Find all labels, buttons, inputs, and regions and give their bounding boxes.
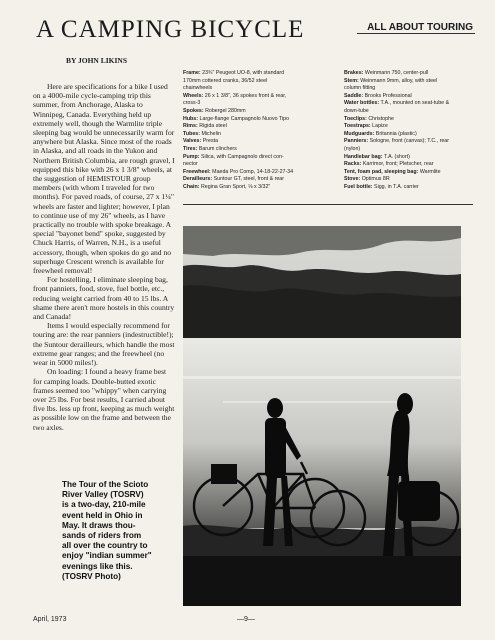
byline: BY JOHN LIKINS <box>66 56 127 65</box>
specs-left <box>183 70 335 192</box>
spec-row: Brakes: Weinmann 750, center-pull <box>344 70 429 76</box>
article-title: A CAMPING BICYCLE <box>36 16 305 43</box>
caption-line: The Tour of the Scioto <box>62 480 149 489</box>
body-paragraph: Items I would especially recommend for touring are: the rear panniers (indestructible!); the Suntour derailleurs, which handle the most extreme gear ranges; and the freewheel (no wear in 5000 miles!). <box>33 321 175 368</box>
spec-row: 170mm cottered cranks, 36/52 steel <box>183 77 268 84</box>
issue-date: April, 1973 <box>33 616 67 623</box>
caption-line: evenings like this. <box>62 561 133 571</box>
caption-line: enjoy "indian summer" <box>62 551 152 561</box>
spec-row: Tent, foam pad, sleeping bag: Warmlite <box>344 168 441 175</box>
spec-row: Water bottles: T.A., mounted on seat-tube & <box>344 100 450 107</box>
spec-row: Panniers: Sologne, front (canvas); T.C., rear <box>344 138 450 145</box>
spec-row: Wheels: 26 x 1 3/8", 36 spokes front & rear, <box>183 92 287 99</box>
spec-row: Stove: Optimus 8R <box>344 176 390 183</box>
spec-row: Toeclips: Christophe <box>344 115 394 122</box>
header-rule <box>357 33 475 34</box>
body-paragraph: Here are specifications for a bike I used on a 4000-mile cycle-camping trip this summer, from Anchorage, Alaska to Winnipeg, Canada. Everything held up extremely well, though the Warmlite triple sleeping bag would be unnecessarily warm for anywhere but Alaska. Since most of the roads in Alaska, and all roads in the Yukon and Northern British Columbia, are rough gravel, I equipped this bike with 26 x 1 3/8" wheels, at the suggestion of HEMISTOUR group members (with whom I traveled for two months). For paved roads, of course, 27 x 1¼" wheels are faster and lighter; however, I plan to continue use of my 26" wheels, as I have practically no trouble with spoke breakage. A special "bayonet bend" spoke, suggested by Chuck Harris, of Warren, N.H., is a useful accessory, though, when spokes do go and no superhuge Crescent wrench is available for freewheel removal! <box>33 82 175 276</box>
spec-row: column fitting <box>344 85 376 92</box>
spec-row: Frame: 23¾" Peugeot UO-8, with standard <box>183 70 285 76</box>
photo-illustration <box>183 226 461 606</box>
article-body <box>33 82 175 432</box>
caption-line: River Valley (TOSRV) <box>62 490 144 500</box>
spec-row: down-tube <box>344 107 369 114</box>
spec-row: Racks: Karrimor, front; Pletscher, rear <box>344 161 434 168</box>
caption-line: event held in Ohio in <box>62 510 143 520</box>
spec-row: Tubes: Michelin <box>183 130 221 137</box>
spec-row: Hubs: Large-flange Campagnolo Nuovo Tipo <box>183 115 290 122</box>
spec-row: nector <box>183 161 198 168</box>
spec-row: cross-3 <box>183 100 201 107</box>
spec-row: Saddle: Brooks Professional <box>344 92 412 99</box>
spec-row: Freewheel: Maeda Pro Comp, 14-18-22-27-34 <box>183 168 294 175</box>
specs-bottom-rule <box>183 204 473 205</box>
photo-cyclists-at-lake <box>183 226 461 606</box>
spec-row: Mudguards: Britannia (plastic) <box>344 130 417 137</box>
spec-row: Stem: Weinmann 9mm, alloy, with steel <box>344 77 438 84</box>
spec-row: Tires: Barum clinchers <box>183 145 237 152</box>
spec-row: Fuel bottle: Sigg, in T.A. carrier <box>344 183 419 190</box>
caption-line: all over the country to <box>62 541 148 551</box>
spec-row: Handlebar bag: T.A. (short) <box>344 153 410 160</box>
caption-line: May. It draws thou- <box>62 520 136 530</box>
spec-row: (nylon) <box>344 145 361 152</box>
spec-row: chainwheels <box>183 85 213 92</box>
body-paragraph: For hostelling, I eliminate sleeping bag, front panniers, food, stove, fuel bottle, etc., reducing weight carried from 40 to 15 lbs. A shame there aren't more hostels in this country and Canada! <box>33 275 175 322</box>
spec-row: Chain: Regina Gran Sport, ⅛ x 3/32" <box>183 183 271 190</box>
spec-row: Valves: Presta <box>183 138 219 145</box>
spec-row: Pump: Silica, with Campagnolo direct con- <box>183 153 284 160</box>
spec-row: Rims: Rigida steel <box>183 123 227 130</box>
spec-row: Toestraps: Lapize <box>344 123 388 130</box>
photo-caption <box>62 480 172 582</box>
spec-row: Derailleurs: Suntour GT, steel, front & rear <box>183 176 285 183</box>
page-number: —9— <box>237 616 255 623</box>
spec-row: Spokes: Robergel 280mm <box>183 107 246 114</box>
specs-right <box>344 70 474 192</box>
section-label: ALL ABOUT TOURING <box>367 22 473 33</box>
body-paragraph: On loading: I found a heavy frame best for camping loads. Double-butted exotic frames seemed too "whippy" when carrying over 25 lbs. For best results, I carried about five lbs. less up front, keeping as much weight as possible low on the frame and between the two axles. <box>33 367 175 432</box>
caption-line: sands of riders from <box>62 531 142 541</box>
caption-line: is a two-day, 210-mile <box>62 500 146 510</box>
caption-line: (TOSRV Photo) <box>62 571 121 581</box>
